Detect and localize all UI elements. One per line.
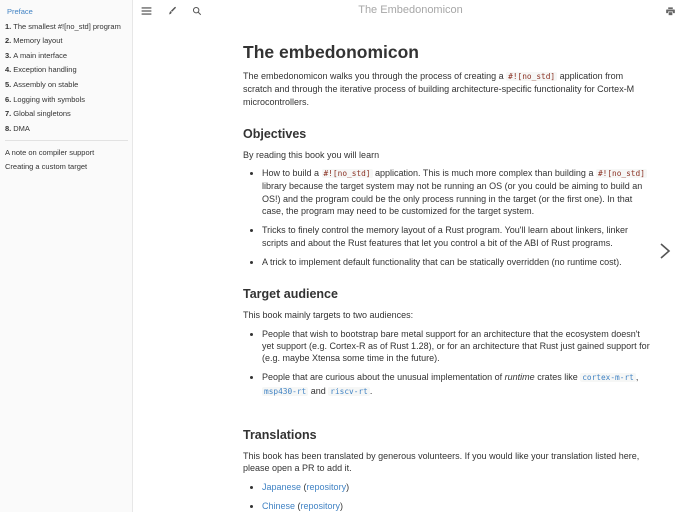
objectives-lead: By reading this book you will learn — [243, 149, 380, 160]
chapter-number: 3. — [5, 50, 12, 60]
link[interactable]: Chinese — [262, 500, 296, 511]
sidebar-item-exception-handling[interactable] — [5, 65, 128, 75]
translations-list — [243, 481, 654, 512]
sidebar-divider — [5, 140, 128, 141]
list-item: • People that are curious about the unusual implementation of runtime crates like cortex-m-rt , msp430-rt and riscv-rt . — [262, 371, 654, 398]
sidebar-item-label[interactable]: Memory layout — [13, 36, 63, 46]
chapter-number: 5. — [5, 79, 12, 89]
inline-code: #![no_std] — [597, 169, 645, 179]
chapter-number: 4. — [5, 65, 12, 75]
menu-bar-right-buttons — [663, 4, 678, 19]
intro-paragraph: The embedonomicon walks you through the process of creating a #![no_std] application from scratch and through the iterative process of building architecture-specific functionality for Cortex-M microcontrollers. — [243, 71, 635, 107]
list-item: • People that wish to bootstrap bare metal support for an architecture that the ecosystem doesn't yet support (e.g. Cortex-R as of Rust 1.28), or for an architecture that Rust just gained support for (e.g. maybe Xtensa some time in the future). — [262, 328, 654, 365]
inline-code: #![no_std] — [323, 169, 371, 179]
menu-bar — [133, 0, 688, 22]
section-heading-objectives: Objectives — [243, 126, 307, 141]
sidebar-item-custom-target[interactable] — [5, 162, 128, 172]
page-title: The embedonomicon — [243, 42, 419, 62]
sidebar-item-label[interactable]: Logging with symbols — [13, 94, 85, 104]
link[interactable]: repository — [300, 500, 341, 511]
list-item: • Chinese (repository) — [262, 500, 654, 512]
list-item: • A trick to implement default functionality that can be statically overridden (no runtime cost). — [262, 256, 654, 268]
crate-link[interactable]: msp430-rt — [264, 386, 307, 396]
main-area — [133, 0, 688, 512]
sidebar-item-label[interactable]: The smallest #![no_std] program — [13, 21, 121, 31]
printer-icon — [665, 6, 676, 17]
sidebar-item-memory-layout[interactable] — [5, 36, 128, 46]
translations-lead: This book has been translated by generous volunteers. If you would like your translation listed here, please open a PR to add it. — [243, 451, 640, 474]
chapter-number: 8. — [5, 123, 12, 133]
page-content — [133, 22, 688, 512]
chapter-number: 2. — [5, 36, 12, 46]
next-chapter-button[interactable] — [654, 238, 675, 269]
crate-link[interactable]: riscv-rt — [330, 386, 368, 396]
toc-list — [5, 7, 128, 172]
search-toggle-button[interactable] — [190, 4, 204, 18]
target-audience-lead: This book mainly targets to two audiences: — [243, 310, 414, 321]
sidebar-item-preface[interactable] — [5, 7, 128, 17]
sidebar-item-global-singletons[interactable] — [5, 109, 128, 119]
chapter-number: 6. — [5, 94, 12, 104]
sidebar-item-label[interactable]: A note on compiler support — [5, 147, 95, 157]
list-item: • Tricks to finely control the memory layout of a Rust program. You'll learn about linkers, linker scripts and about the Rust features that let you control a bit of the ABI of Rust programs. — [262, 224, 654, 249]
sidebar-item-label[interactable]: A main interface — [13, 50, 68, 60]
chapter-number: 7. — [5, 109, 12, 119]
theme-toggle-button[interactable] — [165, 4, 179, 18]
print-button[interactable] — [663, 4, 678, 19]
sidebar-item-label[interactable]: Exception handling — [13, 65, 77, 75]
book-title: The Embedonomicon — [358, 4, 463, 16]
list-item: • How to build a #![no_std] application. This is much more complex than building a #![no_std] library because the target system may not be running an OS (or you could be aiming to build an OS!) and the program could be the only process running in the target (or the first one). In that case, the program may need to be customized for the target system. — [262, 167, 654, 217]
section-heading-translations: Translations — [243, 428, 317, 443]
paintbrush-icon — [167, 6, 177, 16]
hamburger-icon — [141, 6, 152, 16]
sidebar-item-assembly-on-stable[interactable] — [5, 80, 128, 90]
sidebar-item-smallest-no-std-program[interactable] — [5, 22, 128, 32]
sidebar-item-label[interactable]: DMA — [13, 123, 30, 133]
link[interactable]: Japanese — [262, 481, 302, 492]
target-audience-list — [243, 328, 654, 398]
sidebar-item-label[interactable]: Preface — [7, 7, 33, 16]
section-heading-target-audience: Target audience — [243, 287, 338, 302]
link[interactable]: repository — [306, 481, 347, 492]
sidebar-item-label[interactable]: Global singletons — [13, 109, 71, 119]
sidebar-item-label[interactable]: Assembly on stable — [13, 79, 79, 89]
crate-link[interactable]: cortex-m-rt — [582, 373, 634, 383]
emphasis-text: runtime — [504, 372, 535, 383]
sidebar-item-compiler-support[interactable] — [5, 148, 128, 158]
sidebar-item-label[interactable]: Creating a custom target — [5, 162, 88, 172]
inline-code: #![no_std] — [508, 72, 556, 81]
list-item: • Japanese (repository) — [262, 481, 654, 493]
chevron-right-icon — [658, 242, 671, 260]
objectives-list — [243, 167, 654, 268]
menu-bar-left-buttons — [139, 4, 204, 18]
sidebar-item-main-interface[interactable] — [5, 51, 128, 61]
sidebar — [0, 0, 133, 512]
sidebar-item-dma[interactable] — [5, 124, 128, 134]
chapter-number: 1. — [5, 21, 12, 31]
sidebar-item-logging-with-symbols[interactable] — [5, 95, 128, 105]
search-icon — [192, 6, 202, 16]
sidebar-toggle-button[interactable] — [139, 4, 154, 18]
